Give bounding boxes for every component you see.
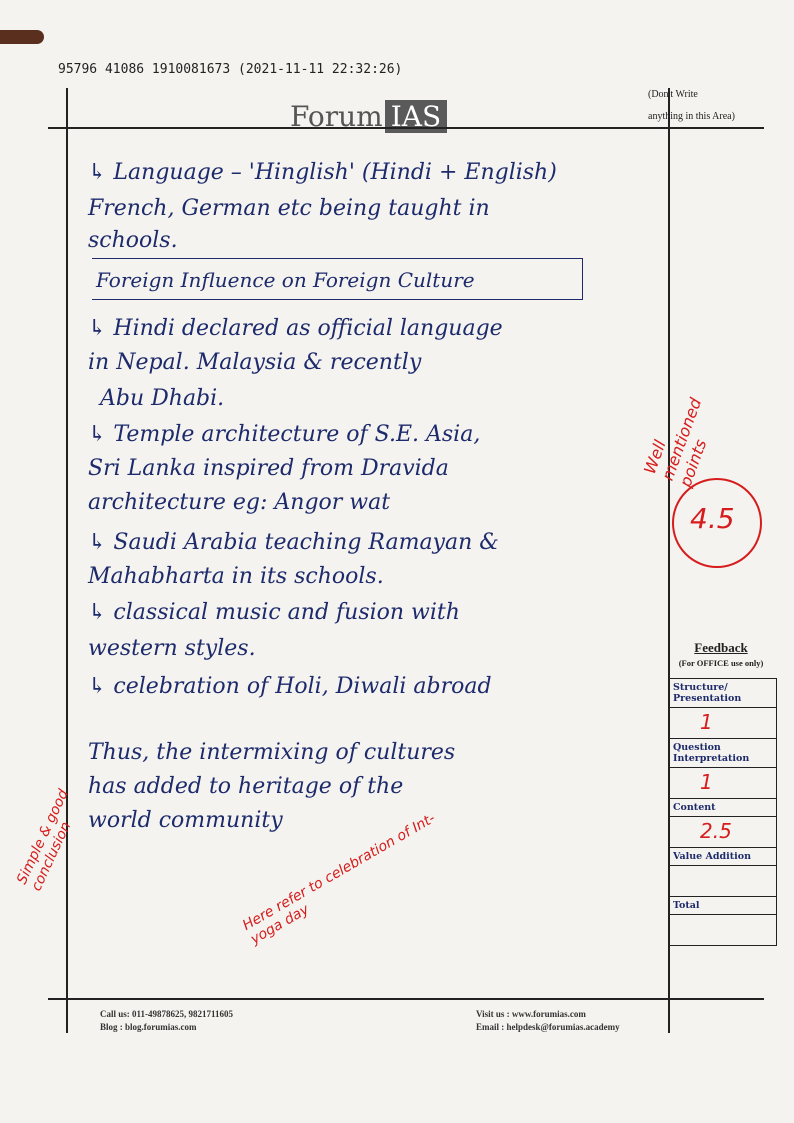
feedback-title: Feedback	[694, 640, 748, 655]
answer-point: western styles.	[88, 636, 256, 661]
conclusion-line: Thus, the intermixing of cultures	[88, 740, 456, 765]
annotation-refer-note: Here refer to celebration of Int-yoga day	[240, 810, 438, 948]
feedback-header	[666, 640, 776, 668]
footer-divider	[48, 998, 764, 1000]
feedback-score	[670, 768, 776, 799]
feedback-label: Content	[670, 799, 776, 817]
feedback-score	[670, 708, 776, 739]
header-divider	[48, 127, 764, 129]
answer-line: French, German etc being taught in	[88, 196, 490, 221]
answer-point: ↳ classical music and fusion with	[88, 600, 460, 625]
answer-line: schools.	[88, 228, 178, 253]
answer-heading: Foreign Influence on Foreign Culture	[96, 268, 475, 292]
margin-note-line2: anything in this Area)	[648, 111, 735, 122]
feedback-score	[670, 866, 776, 897]
answer-point: architecture eg: Angor wat	[88, 490, 391, 515]
feedback-label: Question Interpretation	[670, 739, 776, 768]
feedback-subtitle: (For OFFICE use only)	[678, 658, 764, 668]
answer-point: ↳ Temple architecture of S.E. Asia,	[88, 422, 481, 447]
feedback-score-value: 1	[700, 770, 713, 794]
logo-text: Forum	[290, 100, 383, 133]
feedback-score-value: 1	[700, 710, 713, 734]
footer-left	[100, 1008, 233, 1034]
feedback-label: Value Addition	[670, 848, 776, 866]
footer-visit: Visit us : www.forumias.com	[476, 1009, 586, 1019]
annotation-well-mentioned: Well mentioned points	[640, 395, 711, 490]
footer-right	[476, 1008, 620, 1034]
footer-blog: Blog : blog.forumias.com	[100, 1022, 197, 1032]
feedback-table	[669, 678, 777, 946]
feedback-label: Structure/ Presentation	[670, 679, 776, 708]
conclusion-line: world community	[88, 808, 283, 833]
answer-point: in Nepal. Malaysia & recently	[88, 350, 422, 375]
answer-point: ↳ celebration of Holi, Diwali abroad	[88, 674, 492, 699]
scan-stamp: 95796 41086 1910081673 (2021-11-11 22:32:26)	[58, 62, 403, 77]
score-circle-value: 4.5	[690, 502, 735, 535]
answer-point: ↳ Hindi declared as official language	[88, 316, 503, 341]
answer-point: Mahabharta in its schools.	[88, 564, 384, 589]
feedback-score	[670, 817, 776, 848]
feedback-score-value: 2.5	[700, 819, 732, 843]
annotation-simple-conclusion: Simple & good conclusion	[14, 787, 75, 894]
logo-badge: IAS	[385, 100, 447, 133]
feedback-score	[670, 915, 776, 945]
feedback-label: Total	[670, 897, 776, 915]
conclusion-line: has added to heritage of the	[88, 774, 404, 799]
answer-point: ↳ Saudi Arabia teaching Ramayan &	[88, 530, 499, 555]
torn-corner	[0, 30, 44, 44]
footer-email: Email : helpdesk@forumias.academy	[476, 1022, 620, 1032]
footer-call: Call us: 011-49878625, 9821711605	[100, 1009, 234, 1019]
answer-point: Sri Lanka inspired from Dravida	[88, 456, 449, 481]
answer-line: ↳ Language – 'Hinglish' (Hindi + English)	[88, 160, 557, 185]
answer-point: Abu Dhabi.	[100, 386, 225, 411]
margin-note-line1: (Don't Write	[648, 89, 698, 100]
